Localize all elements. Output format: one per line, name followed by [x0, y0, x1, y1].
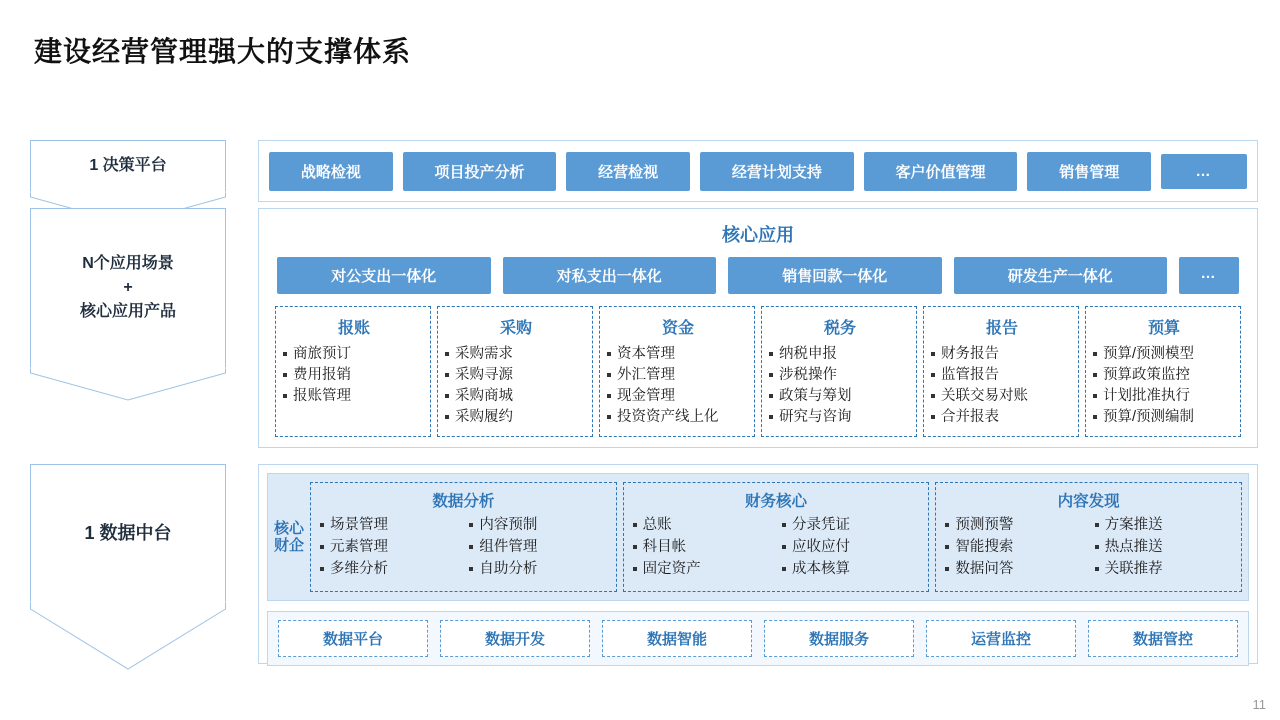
decision-item-business-plan-support[interactable]: 经营计划支持 [700, 152, 854, 191]
decision-item-strategy-review[interactable]: 战略检视 [269, 152, 393, 191]
data-hub-group-data-analysis[interactable] [310, 482, 617, 592]
module-tax-list [768, 344, 912, 428]
data-hub-group-data-analysis-columns [319, 515, 608, 585]
list-item: 应收应付 [781, 537, 920, 559]
module-funds-title: 资金 [661, 320, 694, 337]
data-hub-side-label: 核心财企 [274, 519, 305, 554]
data-hub-column [319, 515, 458, 585]
list-item: 内容预制 [468, 515, 607, 537]
module-funds[interactable] [599, 306, 755, 437]
module-procurement-title: 采购 [499, 320, 532, 337]
list-item: 采购商城 [444, 386, 588, 407]
list-item: 监管报告 [930, 365, 1074, 386]
left-label-scenarios-line3: 核心应用产品 [79, 303, 176, 320]
data-hub-group-content-discovery[interactable] [935, 482, 1242, 592]
list-item: 预算政策监控 [1092, 365, 1236, 386]
list-item: 外汇管理 [606, 365, 750, 386]
module-procurement[interactable] [437, 306, 593, 437]
list-item: 计划批准执行 [1092, 386, 1236, 407]
integration-rnd-production[interactable]: 研发生产一体化 [954, 257, 1168, 294]
data-hub-core-section [267, 473, 1249, 601]
data-hub-column [1094, 515, 1233, 585]
list-item: 元素管理 [319, 537, 458, 559]
list-item: 财务报告 [930, 344, 1074, 365]
integration-public-expenditure[interactable]: 对公支出一体化 [277, 257, 491, 294]
list-item: 商旅预订 [282, 344, 426, 365]
data-hub-column [632, 515, 771, 585]
list-item: 多维分析 [319, 559, 458, 581]
platform-chip-data-service[interactable]: 数据服务 [764, 620, 914, 657]
module-reimbursement-title: 报账 [337, 320, 370, 337]
list-item: 关联交易对账 [930, 386, 1074, 407]
list-item: 政策与筹划 [768, 386, 912, 407]
data-hub-group-content-discovery-title: 内容发现 [1057, 493, 1120, 510]
list-item: 成本核算 [781, 559, 920, 581]
page-number: 11 [1252, 697, 1266, 712]
decision-item-sales-management[interactable]: 销售管理 [1027, 152, 1151, 191]
list-item: 方案推送 [1094, 515, 1233, 537]
module-reporting-list [930, 344, 1074, 428]
module-row [269, 306, 1247, 437]
list-item: 报账管理 [282, 386, 426, 407]
module-tax-title: 税务 [823, 320, 856, 337]
list-item: 组件管理 [468, 537, 607, 559]
list-item: 采购履约 [444, 407, 588, 428]
decision-item-customer-value-management[interactable]: 客户价值管理 [864, 152, 1018, 191]
module-budget[interactable] [1085, 306, 1241, 437]
core-applications-title: 核心应用 [722, 225, 794, 245]
module-reimbursement[interactable] [275, 306, 431, 437]
arrow-tail-data-hub [30, 601, 226, 671]
left-label-scenarios-line1: N个应用场景 [82, 255, 174, 272]
platform-chip-data-development[interactable]: 数据开发 [440, 620, 590, 657]
data-hub-group-finance-core-title: 财务核心 [745, 493, 808, 510]
data-hub-column [944, 515, 1083, 585]
data-hub-platform-row [267, 611, 1249, 666]
module-reimbursement-list [282, 344, 426, 407]
data-hub-group-data-analysis-title: 数据分析 [432, 493, 495, 510]
list-item: 现金管理 [606, 386, 750, 407]
data-hub-group-content-discovery-columns [944, 515, 1233, 585]
list-item: 资本管理 [606, 344, 750, 365]
data-hub-group-finance-core[interactable] [623, 482, 930, 592]
left-label-scenarios [30, 208, 226, 368]
module-budget-list [1092, 344, 1236, 428]
list-item: 数据问答 [944, 559, 1083, 581]
list-item: 预测预警 [944, 515, 1083, 537]
arrow-tail-scenarios [30, 367, 226, 401]
list-item: 合并报表 [930, 407, 1074, 428]
list-item: 科目帐 [632, 537, 771, 559]
list-item: 热点推送 [1094, 537, 1233, 559]
decision-platform-panel [258, 140, 1258, 202]
core-applications-panel [258, 208, 1258, 448]
list-item: 自助分析 [468, 559, 607, 581]
list-item: 分录凭证 [781, 515, 920, 537]
left-label-scenarios-line2: + [123, 279, 133, 296]
list-item: 预算/预测模型 [1092, 344, 1236, 365]
module-budget-title: 预算 [1147, 320, 1180, 337]
list-item: 涉税操作 [768, 365, 912, 386]
list-item: 预算/预测编制 [1092, 407, 1236, 428]
platform-chip-data-intelligence[interactable]: 数据智能 [602, 620, 752, 657]
decision-item-operation-review[interactable]: 经营检视 [566, 152, 690, 191]
integration-sales-collection[interactable]: 销售回款一体化 [728, 257, 942, 294]
module-reporting-title: 报告 [985, 320, 1018, 337]
page-title: 建设经营管理强大的支撑体系 [34, 36, 412, 67]
data-hub-column [468, 515, 607, 585]
data-hub-group-finance-core-columns [632, 515, 921, 585]
integration-row [269, 257, 1247, 294]
data-hub-panel [258, 464, 1258, 664]
list-item: 固定资产 [632, 559, 771, 581]
list-item: 研究与咨询 [768, 407, 912, 428]
module-procurement-list [444, 344, 588, 428]
list-item: 智能搜索 [944, 537, 1083, 559]
left-label-decision-platform [30, 140, 226, 192]
module-reporting[interactable] [923, 306, 1079, 437]
left-label-decision-text: 1 决策平台 [89, 157, 167, 174]
list-item: 纳税申报 [768, 344, 912, 365]
module-tax[interactable] [761, 306, 917, 437]
list-item: 投资资产线上化 [606, 407, 750, 428]
left-label-scenarios-text [80, 252, 176, 324]
list-item: 采购需求 [444, 344, 588, 365]
left-label-data-hub-text: 1 数据中台 [84, 522, 172, 543]
integration-private-expenditure[interactable]: 对私支出一体化 [503, 257, 717, 294]
integration-more[interactable]: … [1179, 257, 1239, 294]
list-item: 场景管理 [319, 515, 458, 537]
list-item: 采购寻源 [444, 365, 588, 386]
decision-item-more[interactable]: … [1161, 154, 1247, 189]
platform-chip-operation-monitoring[interactable]: 运营监控 [926, 620, 1076, 657]
list-item: 费用报销 [282, 365, 426, 386]
list-item: 关联推荐 [1094, 559, 1233, 581]
decision-item-project-investment-analysis[interactable]: 项目投产分析 [403, 152, 557, 191]
list-item: 总账 [632, 515, 771, 537]
left-label-data-hub [30, 464, 226, 602]
platform-chip-data-platform[interactable]: 数据平台 [278, 620, 428, 657]
module-funds-list [606, 344, 750, 428]
platform-chip-data-governance[interactable]: 数据管控 [1088, 620, 1238, 657]
data-hub-column [781, 515, 920, 585]
